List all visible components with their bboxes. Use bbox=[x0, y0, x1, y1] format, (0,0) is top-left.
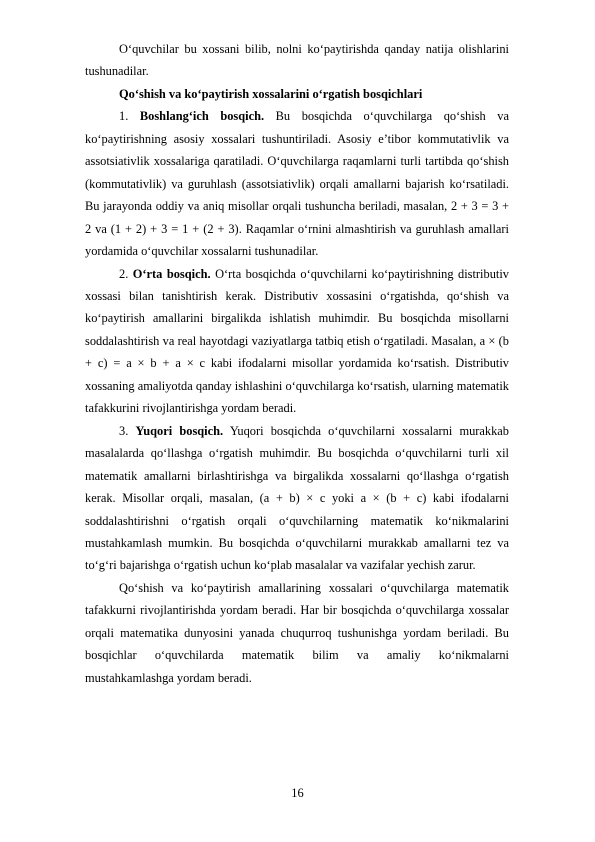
stage-title-3: Yuqori bosqich. bbox=[135, 423, 224, 438]
stage-number-1: 1. bbox=[119, 109, 129, 124]
stage-title-2: O‘rta bosqich. bbox=[132, 266, 211, 281]
stage-text-2: O‘rta bosqichda o‘quvchilarni ko‘paytirishning distributiv xossasi bilan tanishtirish kerak. Distributiv xossasini o‘rgatishda, qo‘shish va ko‘paytirish amallarini birgalikda ishlatish muhimdir. Bu bosqichda misollarni soddalashtirish va real hayotdagi vaziyatlarga tatbiq etish o‘rgatiladi. Masalan, a × (b + c) = a × b + a × c kabi ifodalarni misollar yordamida ko‘rsatish. Distributiv xossaning amaliyotda qanday ishlashini o‘quvchilarga ko‘rsatish, ularning matematik tafakkurini rivojlantirishga yordam beradi. bbox=[85, 266, 509, 416]
page-number: 16 bbox=[291, 786, 304, 800]
stage-number-2: 2. bbox=[119, 266, 129, 281]
conclusion-paragraph: Qo‘shish va ko‘paytirish amallarining xossalari o‘quvchilarga matematik tafakkurni rivojlantirishda yordam beradi. Har bir bosqichda o‘quvchilarga xossalar orqali matematika dunyosini yanada chuqurroq tushunishga yordam beriladi. Bu bosqichlar o‘quvchilarda matematik bilim va amaliy ko‘nikmalarni mustahkamlashga yordam beradi. bbox=[85, 580, 509, 685]
document-page bbox=[85, 38, 509, 689]
stage-text-1: Bu bosqichda o‘quvchilarga qo‘shish va ko‘paytirishning asosiy xossalari tushuntiriladi. Asosiy e’tibor kommutativlik va assotsiativlik xossalariga qaratiladi. O‘quvchilarga raqamlarni turli tartibda qo‘shish (kommutativlik) va guruhlash (assotsiativlik) orqali amallarni bajarish ko‘rsatiladi. Bu jarayonda oddiy va aniq misollar orqali tushuncha beriladi, masalan, 2 + 3 = 3 + 2 va (1 + 2) + 3 = 1 + (2 + 3). Raqamlar o‘rnini almashtirish va guruhlash amallari yordamida o‘quvchilar xossalarni tushunadilar. bbox=[85, 109, 509, 259]
section-heading: Qo‘shish va ko‘paytirish xossalarini o‘rgatish bosqichlari bbox=[119, 86, 423, 101]
stage-text-3: Yuqori bosqichda o‘quvchilarni xossalarni murakkab masalalarda qo‘llashga o‘rgatish muhimdir. Bu bosqichda o‘quvchilarni turli xil matematik amallarni birlashtirishga va birgalikda xossalarni qo‘llashga o‘rgatish kerak. Misollar orqali, masalan, (a + b) × c yoki a × (b + c) kabi ifodalarni soddalashtirishni o‘rgatish orqali o‘quvchilarning matematik ko‘nikmalarini mustahkamlash mumkin. Bu bosqichda o‘quvchilarni murakkab amallarni tez va to‘g‘ri bajarishga o‘rgatish uchun ko‘plab masalalar va vazifalar yechish zarur. bbox=[85, 423, 509, 573]
stage-paragraph-2 bbox=[85, 263, 509, 420]
stage-paragraph-3 bbox=[85, 420, 509, 577]
stage-number-3: 3. bbox=[119, 423, 129, 438]
stage-paragraph-1 bbox=[85, 105, 509, 262]
stage-title-1: Boshlang‘ich bosqich. bbox=[139, 109, 265, 124]
intro-paragraph: O‘quvchilar bu xossani bilib, nolni ko‘paytirishda qanday natija olishlarini tushunadilar. bbox=[85, 42, 509, 79]
